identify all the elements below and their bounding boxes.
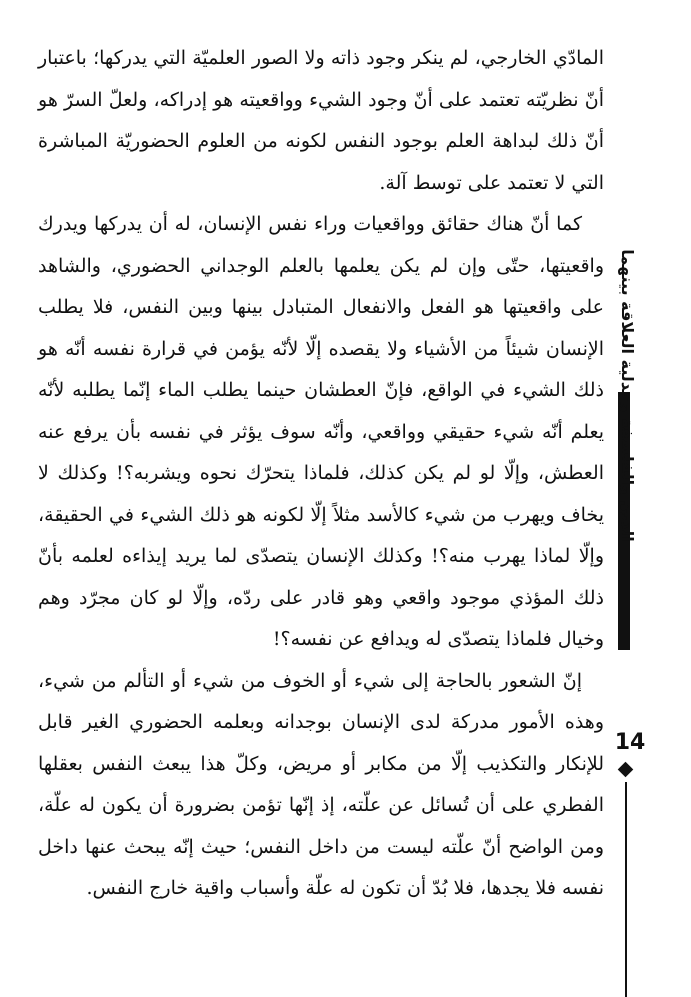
paragraph-continuation: المادّي الخارجي، لم ينكر وجود ذاته ولا الصور العلميّة التي يدركها؛ باعتبار أنّ نظريّته تعتمد على أنّ وجود الشيء وواقعيته هو إدراكه، ولعلّ السرّ هو أنّ ذلك لبداهة العلم بوجود النفس لكونه من العلوم الحضوريّة المباشرة التي لا تعتمد على توسط آلة. [38,47,604,194]
diamond-ornament-icon [618,762,634,778]
body-text [38,38,604,910]
running-title: الدين والفلسفة وجدلية العلاقة بينهما [617,248,637,542]
paragraph: كما أنّ هناك حقائق وواقعيات وراء نفس الإنسان، له أن يدركها ويدرك واقعيتها، حتّى وإن لم يكن يعلمها بالعلم الوجداني الحضوري، والشاهد على واقعيتها هو الفعل والانفعال المتبادل بينها وبين النفس، فلا يطلب الإنسان شيئاً من الأشياء ولا يقصده إلّا لأنّه يؤمن في قرارة نفسه أنّه هو ذلك الشيء في الواقع، فإنّ العطشان حينما يطلب الماء إنّما يطلبه لأنّه يعلم أنّه شيء حقيقي وواقعي، وأنّه سوف يؤثر في نفسه بأن يرفع عنه العطش، وإلّا لو لم يكن كذلك، فلماذا يتحرّك نحوه ويشربه؟! وكذلك لا يخاف ويهرب من شيء كالأسد مثلاً إلّا لكونه هو ذلك الشيء في الحقيقة، وإلّا لماذا يهرب منه؟! وكذلك الإنسان يتصدّى لما يريد إيذاءه لعلمه بأنّ ذلك المؤذي موجود واقعي وهو قادر على ردّه، وإلّا لو كان مجرّد وهم وخيال فلماذا يتصدّى له ويدافع عن نفسه؟! [38,213,604,650]
page-number: 14 [614,730,646,755]
side-rule [625,782,627,997]
paragraph: إنّ الشعور بالحاجة إلى شيء أو الخوف من شيء أو التألم من شيء، وهذه الأمور مدركة لدى الإنسان بوجدانه وبعلمه الحضوري الغير قابل للإنكار والتكذيب إلّا من مكابر أو مريض، وكلّ هذا يبعث النفس بعقلها الفطري على أن تُسائل عن علّته، إذ إنّها تؤمن بضرورة أن يكون له علّة، ومن الواضح أنّ علّته ليست من داخل النفس؛ حيث إنّه يبحث عنها داخل نفسه فلا يجدها، فلا بُدّ أن تكون له علّة وأسباب واقية خارج النفس. [38,669,604,899]
running-title-container [616,160,638,630]
